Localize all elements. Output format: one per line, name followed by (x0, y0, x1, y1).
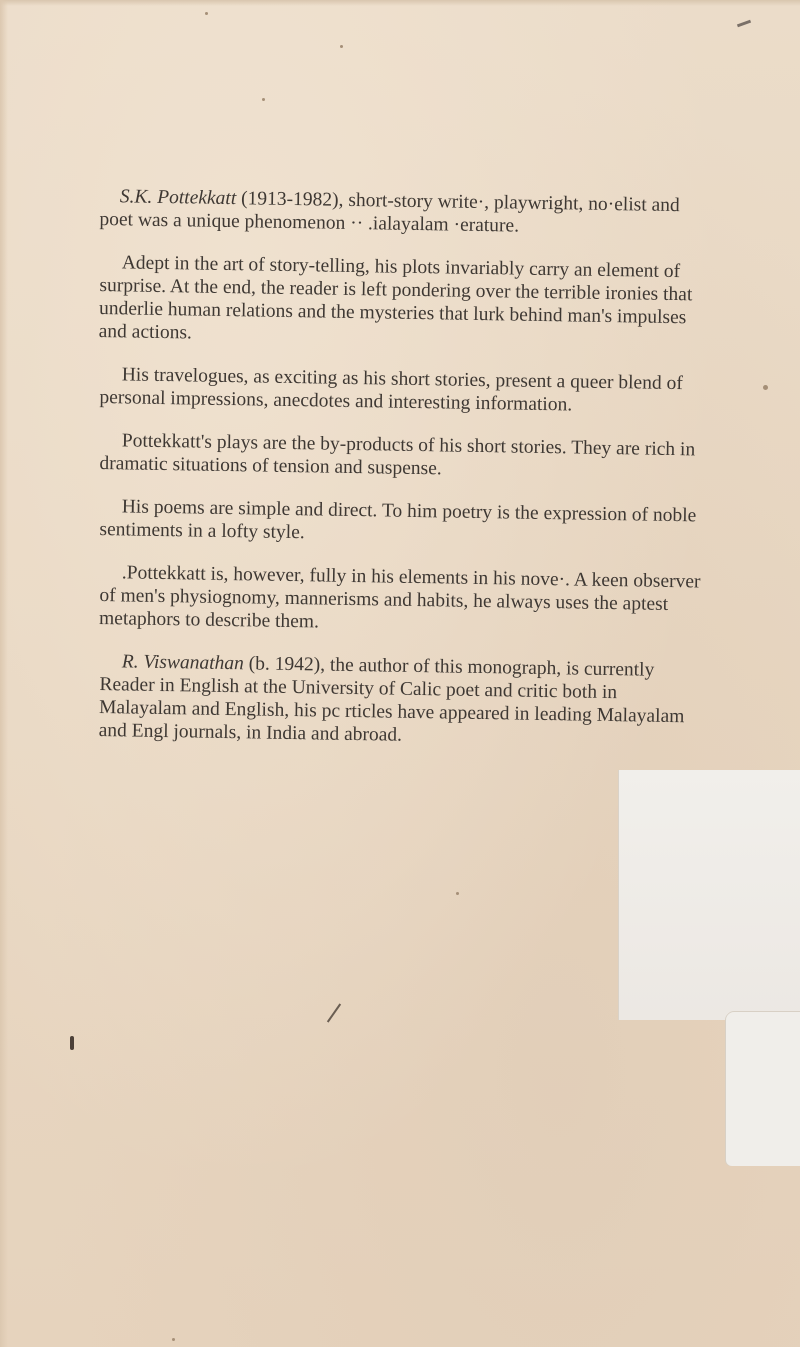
paper-speck (456, 892, 459, 895)
torn-paper-patch (618, 770, 800, 1020)
paper-speck (205, 12, 208, 15)
monograph-author-name: R. Viswanathan (121, 651, 245, 675)
paragraph-plays: Pottekkatt's plays are the by-products of his short stories. They are rich in dramatic situations of tension and suspense. (99, 430, 696, 480)
paper-speck (763, 385, 768, 390)
scratch-mark (737, 20, 751, 28)
paragraph-monograph-author (99, 650, 710, 752)
left-edge-shadow (0, 0, 8, 1347)
paragraph-novels: .Pottekkatt is, however, fully in his elements in his nove·. A keen observer of men's physiognomy, mannerisms and habits, he always uses the aptest metaphors to describe them. (98, 562, 701, 633)
tape-patch (726, 1012, 800, 1166)
paper-speck (340, 45, 343, 48)
pencil-mark (327, 1003, 341, 1022)
paragraph-storytelling: Adept in the art of story-telling, his plots invariably carry an element of surprise. At the end, the reader is left pondering over the terrible ironies that underlie human relations and the mysteries that lurk behind man's impulses and actions. (98, 252, 693, 344)
top-edge-shadow (0, 0, 800, 6)
paragraph-poems: His poems are simple and direct. To him poetry is the expression of noble sentiments in a lofty style. (99, 496, 697, 544)
paragraph-travelogues: His travelogues, as exciting as his short stories, present a queer blend of personal impressions, anecdotes and interesting information. (99, 364, 683, 416)
paper-speck (172, 1338, 175, 1341)
author-name: S.K. Pottekkatt (119, 186, 237, 210)
paper-speck (262, 98, 265, 101)
monograph-author-text: (b. 1942), the author of this monograph, is currently Reader in English at the University of Calic poet and critic both in Malayalam and English, his pc rticles have appeared in leading Malayalam and Engl journals, in India and abroad. (98, 653, 685, 746)
paragraph-author-intro (99, 185, 710, 241)
blurb-text-block (100, 185, 710, 762)
ink-spot (70, 1036, 74, 1050)
author-intro-text: (1913-1982), short-story write·, playwright, no·elist and poet was a unique phenomenon ·· .ialayalam ·erature. (99, 188, 680, 237)
